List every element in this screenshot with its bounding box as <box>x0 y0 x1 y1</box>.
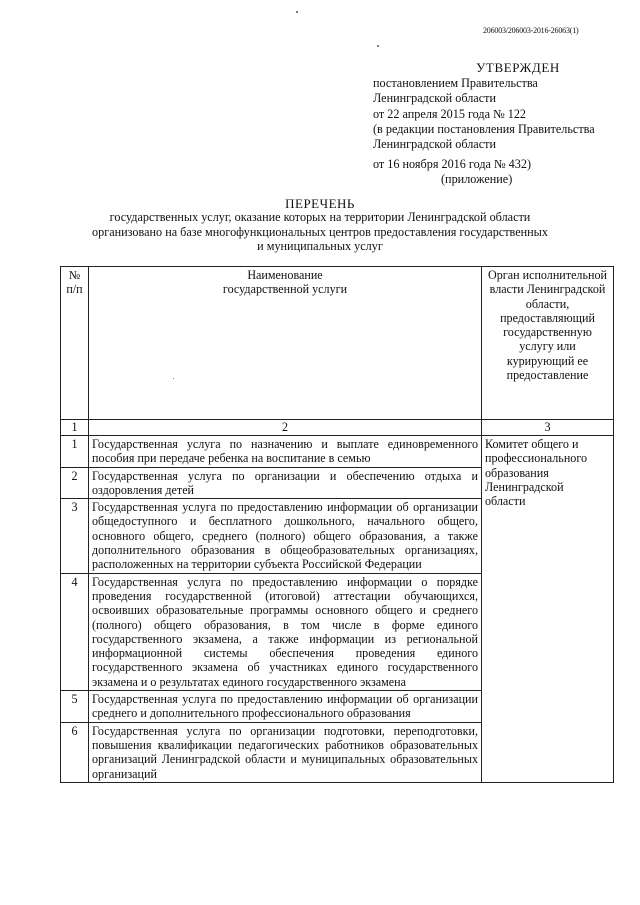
index-cell: 1 <box>61 420 89 436</box>
subtitle-line: государственных услуг, оказание которых на территории Ленинградской области <box>109 210 531 224</box>
row-number: 4 <box>61 573 89 690</box>
row-number: 3 <box>61 499 89 573</box>
table-row <box>61 436 614 468</box>
header-service-name <box>89 267 482 420</box>
subtitle-line: и муниципальных услуг <box>257 239 383 253</box>
row-number: 1 <box>61 436 89 468</box>
approval-line: Ленинградской области <box>373 91 496 106</box>
table-index-row <box>61 420 614 436</box>
row-service-name: Государственная услуга по предоставлению информации об организации общедоступного и бесплатного дошкольного, начального общего, основного общего, среднего (полного) общего образования, а также дополнительного образования в общеобразовательных организациях, расположенных на территории субъекта Российской Федерации <box>89 499 482 573</box>
index-cell: 2 <box>89 420 482 436</box>
row-number: 5 <box>61 691 89 723</box>
list-subtitle <box>40 210 600 254</box>
approval-line: постановлением Правительства <box>373 76 538 91</box>
approval-line: от 16 ноября 2016 года № 432) <box>373 157 532 172</box>
list-title: ПЕРЕЧЕНЬ <box>285 196 355 211</box>
row-number: 2 <box>61 467 89 499</box>
approval-appendix: (приложение) <box>441 172 513 187</box>
authority-text: Комитет общего и профессионального образования Ленинградской области <box>485 437 588 509</box>
approval-line: (в редакции постановления Правительства <box>373 121 595 136</box>
index-cell: 3 <box>482 420 614 436</box>
header-number: № п/п <box>61 267 89 420</box>
row-service-name: Государственная услуга по организации и обеспечению отдыха и оздоровления детей <box>89 467 482 499</box>
subtitle-line: организовано на базе многофункциональных центров предоставления государственных <box>92 224 548 239</box>
approval-line: от 22 апреля 2015 года № 122 <box>373 106 527 121</box>
row-service-name: Государственная услуга по организации подготовки, переподготовки, повышения квалификации педагогических работников образовательных организаций Ленинградской области и муниципальных образовательных организаций <box>89 722 482 782</box>
row-service-name: Государственная услуга по назначению и выплате единовременного пособия при передаче ребенка на воспитание в семью <box>89 436 482 468</box>
row-number: 6 <box>61 722 89 782</box>
approval-block <box>373 60 635 188</box>
approval-title: УТВЕРЖДЕН <box>476 60 560 75</box>
table-header-row <box>61 267 614 420</box>
approval-line: Ленинградской области <box>373 137 496 152</box>
authority-cell <box>482 436 614 783</box>
row-service-name: Государственная услуга по предоставлению информации о порядке проведения государственной (итоговой) аттестации обучающихся, освоивших образовательные программы основного общего и среднего (полного) общего образования, в том числе в форме единого государственного экзамена, а также информации из региональной информационной системы обеспечения проведения единого государственного экзамена об участниках единого государственного экзамена и о результатах единого государственного экзамена <box>89 573 482 690</box>
header-authority: Орган исполнительной власти Ленинградской области, предоставляющий государственную услугу или курирующий ее предоставление <box>482 267 614 420</box>
document-registration-number: 206003/206003-2016-26063(1) <box>483 26 579 35</box>
row-service-name: Государственная услуга по предоставлению информации об организации среднего и дополнительного профессионального образования <box>89 691 482 723</box>
scan-speck <box>377 45 379 47</box>
scan-speck <box>296 11 298 13</box>
services-table <box>60 266 614 783</box>
header-service-name-text: Наименование государственной услуги <box>222 268 348 297</box>
